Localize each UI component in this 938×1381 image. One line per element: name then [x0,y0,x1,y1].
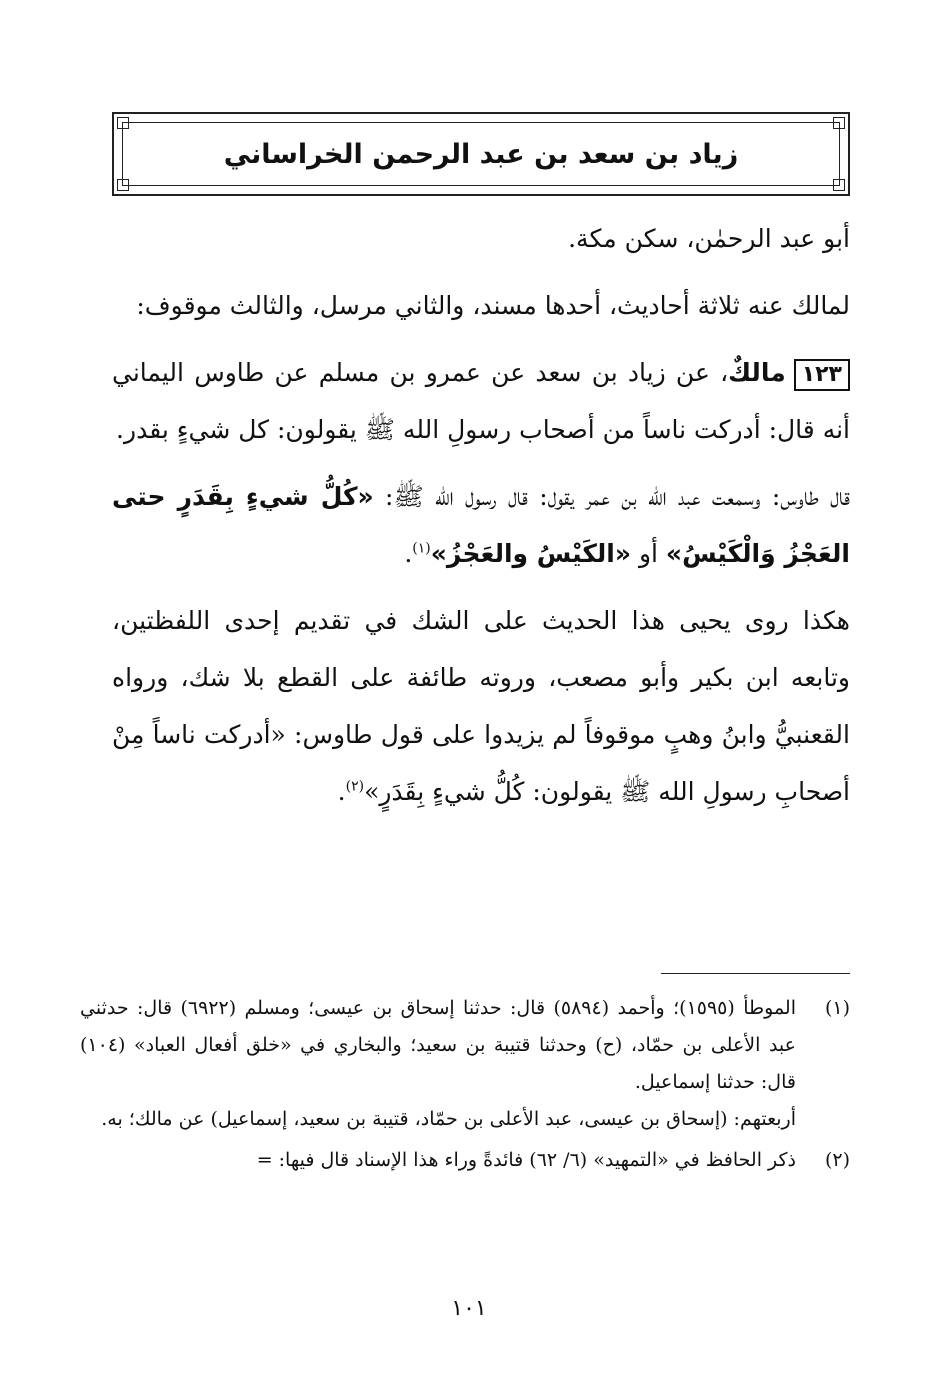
paragraph-hadith-count: لمالك عنه ثلاثة أحاديث، أحدها مسند، والثاني مرسل، والثالث موقوف: [136,291,850,320]
footnote-ref-2: (٢) [345,778,365,795]
footnote-number: (٢) [824,1149,850,1171]
footnote-number: (١) [824,997,850,1019]
paragraph-tawus [112,468,850,582]
hadith-number-badge: ١٢٣ [794,359,850,391]
sentence-end: . [337,777,346,806]
hadith-quote-1: «كُلُّ شيءٍ بِقَدَرٍ حتى العَجْزُ وَالْكَيْسُ» [112,482,850,568]
commentary-text: هكذا روى يحيى هذا الحديث على الشك في تقديم إحدى اللفظتين، وتابعه ابن بكير وأبو مصعب، وروته طائفة على القطع بلا شك، ورواه القعنبيُّ وابنُ وهبٍ موقوفاً لم يزيدوا على قول طاوس: «أدركت ناساً مِنْ أصحابِ رسولِ الله ﷺ يقولون: كُلُّ شيءٍ بِقَدَرٍ» [112,606,850,806]
footnote-text: أربعتهم: (إسحاق بن عيسى، عبد الأعلى بن حمّاد، قتيبة بن سعيد، إسماعيل) عن مالك؛ به. [101,1108,796,1130]
paragraph-commentary [112,592,850,820]
footnote-text: الموطأ (١٥٩٥)؛ وأحمد (٥٨٩٤) قال: حدثنا إسحاق بن عيسى؛ ومسلم (٦٩٢٢) قال: حدثني عبد الأعلى بن حمّاد، (ح) وحدثنا قتيبة بن سعيد؛ والبخاري في «خلق أفعال العباد» (١٠٤) قال: حدثنا إسماعيل. [80,997,796,1093]
paragraph-kunya: أبو عبد الرحمٰن، سكن مكة. [568,224,850,253]
title-frame [112,112,850,196]
footnote-2 [80,1142,850,1179]
hadith-narrator: مالكٌ [728,358,786,387]
footnotes [80,990,850,1183]
footnote-ref-1: (١) [412,540,431,557]
tawus-intro: قال طاوس: وسمعت عبد الله بن عمر يقول: قال رسول الله ﷺ: [385,482,850,511]
page-title: زياد بن سعد بن عبد الرحمن الخراساني [122,122,840,186]
page-number: ١٠١ [451,1296,487,1321]
paragraph-hadith [112,344,850,458]
footnote-text: ذكر الحافظ في «التمهيد» (٦/ ٦٢) فائدةً وراء هذا الإسناد قال فيها: = [256,1149,796,1171]
footnote-1 [80,990,850,1138]
quote-or: أو [631,539,666,568]
footnote-separator [661,973,850,974]
main-text [112,210,850,820]
sentence-end: . [404,539,413,568]
hadith-quote-2: «الكَيْسُ والعَجْزُ» [430,539,631,568]
hadith-chain-text: ، عن زياد بن سعد عن عمرو بن مسلم عن طاوس اليماني أنه قال: أدركت ناساً من أصحاب رسولِ الله ﷺ يقولون: كل شيءٍ بقدر. [112,358,850,444]
